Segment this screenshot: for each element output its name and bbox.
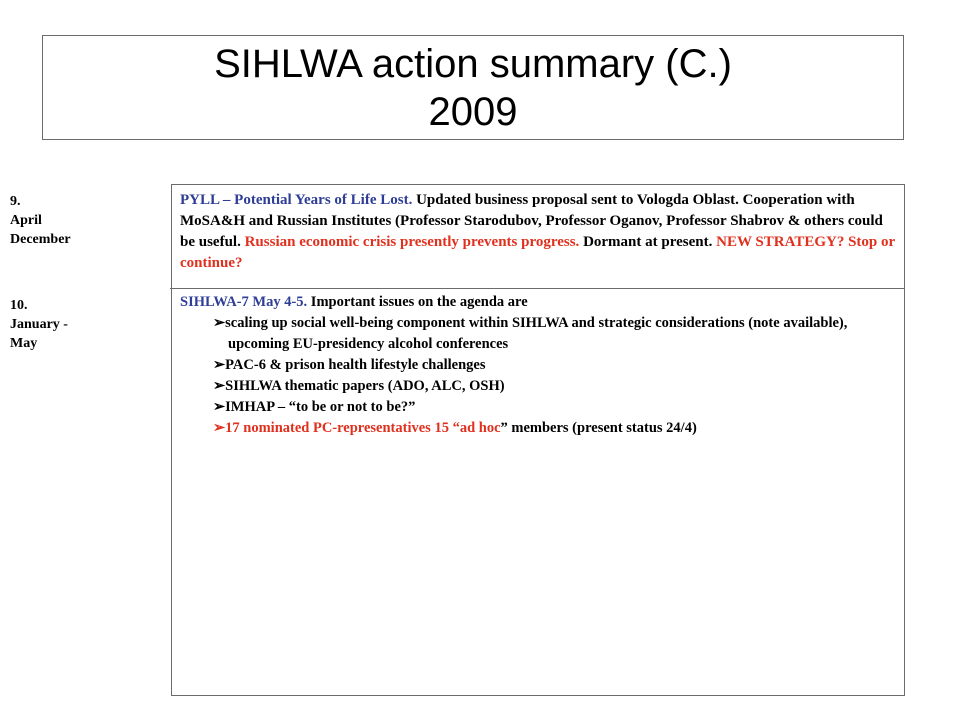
dormant-text: Dormant at present. <box>579 234 717 250</box>
row-period-start: January - <box>10 317 68 332</box>
arrow-icon: ➢ <box>213 378 226 394</box>
title-line-1: SIHLWA action summary (C.) <box>214 42 732 86</box>
sihlwa7-heading: SIHLWA-7 May 4-5. <box>180 294 308 310</box>
title-line-2: 2009 <box>428 90 518 134</box>
list-item: ➢17 nominated PC-representatives 15 “ad hoc” members (present status 24/4) <box>213 420 697 436</box>
arrow-icon: ➢ <box>213 315 226 331</box>
list-item: ➢IMHAP – “to be or not to be?” <box>213 399 416 415</box>
list-item: ➢scaling up social well-being component within SIHLWA and strategic considerations (note available), upcoming EU-presidency alcohol conferences <box>213 315 848 352</box>
row-text <box>180 292 898 439</box>
pyll-text: Updated business proposal sent to Vologda Oblast. Cooperation with MoSA&H and Russian Institutes (Professor Starodubov, Professor Oganov, Professor Shabrov & others could be useful. <box>180 192 883 250</box>
slide-title <box>42 35 904 140</box>
pyll-heading: PYLL – Potential Years of Life Lost. <box>180 192 413 208</box>
arrow-icon: ➢ <box>213 399 226 415</box>
summary-rows <box>10 184 906 697</box>
row-period-end: May <box>10 336 38 351</box>
crisis-text: Russian economic crisis presently prevents progress. <box>244 234 580 250</box>
row-number: 9. <box>10 194 21 209</box>
agenda-intro: Important issues on the agenda are <box>307 294 528 310</box>
row-text <box>180 190 898 274</box>
list-item: ➢SIHLWA thematic papers (ADO, ALC, OSH) <box>213 378 505 394</box>
row-label <box>10 192 160 249</box>
arrow-icon: ➢ <box>213 357 226 373</box>
row-label <box>10 296 160 353</box>
row-period-end: December <box>10 232 71 247</box>
list-item: ➢PAC-6 & prison health lifestyle challenges <box>213 357 486 373</box>
strategy-text: NEW STRATEGY? Stop or continue? <box>180 234 895 271</box>
row-number: 10. <box>10 298 28 313</box>
row-period-start: April <box>10 213 42 228</box>
arrow-icon: ➢ <box>213 420 226 436</box>
